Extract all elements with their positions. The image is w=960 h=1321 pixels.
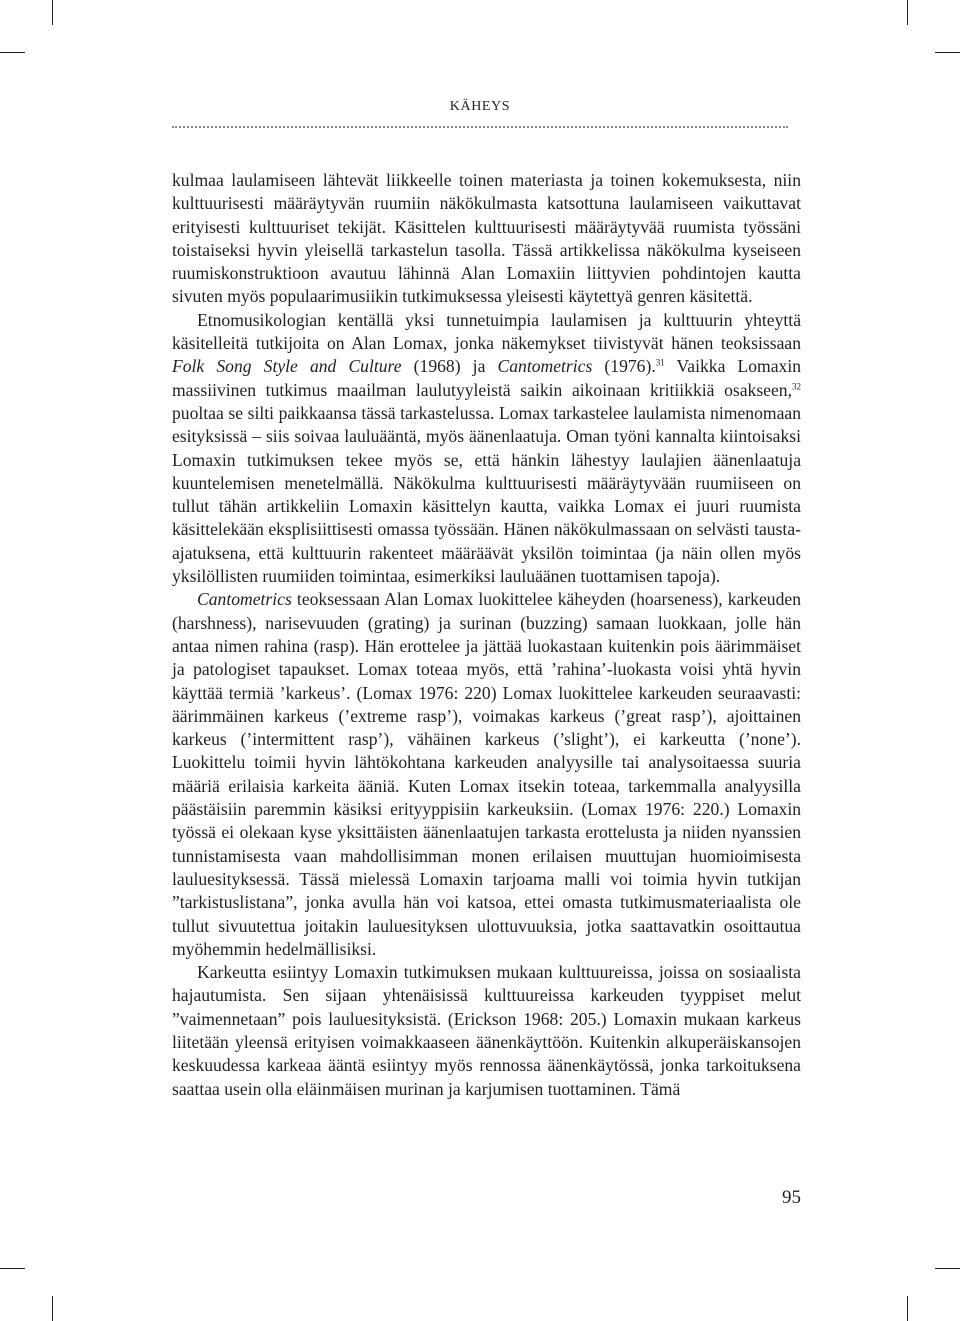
paragraph-3 [172, 588, 801, 961]
crop-mark-bottom-right [907, 1296, 908, 1321]
header-dotted-rule [172, 126, 788, 128]
paragraph-2-text-e: puoltaa se silti paikkaansa tässä tarkastelussa. Lomax tarkastelee laulamista nimenomaan esityksissä – siis soivaa lauluääntä, myös äänenlaatuja. Oman työni kannalta kiintoisaksi Lomaxin tutkimuksen tekee myös se, että hänkin lähestyy laulajien äänenlaatuja kuuntelemisen menetelmällä. Näkökulma kulttuurisesti määräytyvään ruumiiseen on tullut tähän artikkeliin Lomaxin käsittelyn kautta, vaikka Lomax ei juuri ruumista käsittelekään eksplisiittisesti omassa työssään. Hänen näkökulmassaan on selvästi tausta-ajatuksena, että kulttuurin rakenteet määräävät yksilön toimintaa (ja näin ollen myös yksilöllisten ruumiiden toimintaa, esimerkiksi lauluäänen tuottamisen tapoja). [172, 402, 801, 587]
crop-mark-right-top [935, 52, 960, 53]
paragraph-1: kulmaa laulamiseen lähtevät liikkeelle toinen materiasta ja toinen kokemuksesta, niin kulttuurisesti määräytyvän ruumiin näkökulmasta katsottuna laulamiseen vaikuttavat erityisesti kulttuuriset tekijät. Käsittelen kulttuurisesti määräytyvää ruumista työssäni toistaiseksi hyvin yleisellä tarkastelun tasolla. Tässä artikkelissa näkökulma kyseiseen ruumiskonstruktioon avautuu lähinnä Alan Lomaxiin liittyvien pohdintojen kautta sivuten myös populaarimusiikin tutkimuksessa yleisesti käytettyä genren käsitettä. [172, 170, 801, 307]
page-number: 95 [782, 1187, 801, 1208]
footnote-ref-31: 31 [655, 358, 665, 369]
book-title-cantometrics: Cantometrics [497, 356, 593, 377]
book-title-folk-song-style: Folk Song Style and Culture [172, 356, 402, 377]
paragraph-2 [172, 309, 801, 589]
running-head: KÄHEYS [449, 99, 511, 114]
paragraph-3-text: teoksessaan Alan Lomax luokittelee käheyden (hoarseness), karkeuden (harshness), narisevuuden (grating) ja surinan (buzzing) samaan luokkaan, jolle hän antaa nimen rahina (rasp). Hän erottelee ja jättää luokastaan kuitenkin pois äärimmäiset ja patologiset tapaukset. Lomax toteaa myös, että ’rahina’-luokasta voisi yhtä hyvin käyttää termiä ’karkeus’. (Lomax 1976: 220) Lomax luokittelee karkeuden seuraavasti: äärimmäinen karkeus (’extreme rasp’), voimakas karkeus (’great rasp’), ajoittainen karkeus (’intermittent rasp’), vähäinen karkeus (’slight’), ei karkeutta (’none’). Luokittelu toimii hyvin lähtökohtana karkeuden analyysille tai analysoitaessa suuria määriä erilaisia karkeita ääniä. Kuten Lomax itsekin toteaa, tarkemmalla analyysilla päästäisiin paremmin käsiksi erityyppisiin karkeuksiin. (Lomax 1976: 220.) Lomaxin työssä ei olekaan kyse yksittäisten äänenlaatujen tarkasta erottelusta ja niiden nyanssien tunnistamisesta vaan mahdollisimman monen erilaisen muuttujan huomioimisesta lauluesityksessä. Tässä mielessä Lomaxin tarjoama malli voi toimia hyvin tutkijan ”tarkistuslistana”, jonka avulla hän voi katsoa, ettei omasta tutkimusmateriaalista ole tullut sivuutettua joitakin lauluesityksen ulottuvuuksia, jotka saattavatkin osoittautua myöhemmin hedelmällisiksi. [172, 589, 801, 959]
paragraph-4: Karkeutta esiintyy Lomaxin tutkimuksen mukaan kulttuureissa, joissa on sosiaalista hajautumista. Sen sijaan yhtenäisissä kulttuureissa karkeuden tyyppiset melut ”vaimennetaan” pois lauluesityksistä. (Erickson 1968: 205.) Lomaxin mukaan karkeus liitetään yleensä erityisen voimakkaaseen äänenkäyttöön. Kuitenkin alkuperäiskansojen keskuudessa karkeaa ääntä esiintyy myös rennossa äänenkäytössä, jonka tarkoituksena saattaa usein olla eläinmäisen murinan ja karjumisen tuottaminen. Tämä [172, 962, 801, 1099]
paragraph-2-text-a: Etnomusikologian kentällä yksi tunnetuimpia laulamisen ja kulttuurin yhteyttä käsitelleitä tutkijoita on Alan Lomax, jonka näkemykset tiivistyvät hänen teoksissaan [172, 309, 801, 354]
crop-mark-left-bottom [0, 1268, 25, 1269]
book-title-cantometrics-2: Cantometrics [197, 589, 292, 610]
paragraph-2-text-c: (1976). [592, 356, 656, 377]
body-text [172, 169, 801, 1101]
paragraph-2-text-d: Vaikka Lomaxin massiivinen tutkimus maailman laulutyyleistä saikin aikoinaan kritiikkiä osakseen, [172, 356, 802, 400]
crop-mark-left-top [0, 52, 25, 53]
crop-mark-top-left [52, 0, 53, 25]
crop-mark-bottom-left [52, 1296, 53, 1321]
paragraph-2-text-b: (1968) ja [401, 356, 498, 377]
crop-mark-top-right [907, 0, 908, 25]
footnote-ref-32: 32 [792, 381, 801, 392]
crop-mark-right-bottom [935, 1268, 960, 1269]
